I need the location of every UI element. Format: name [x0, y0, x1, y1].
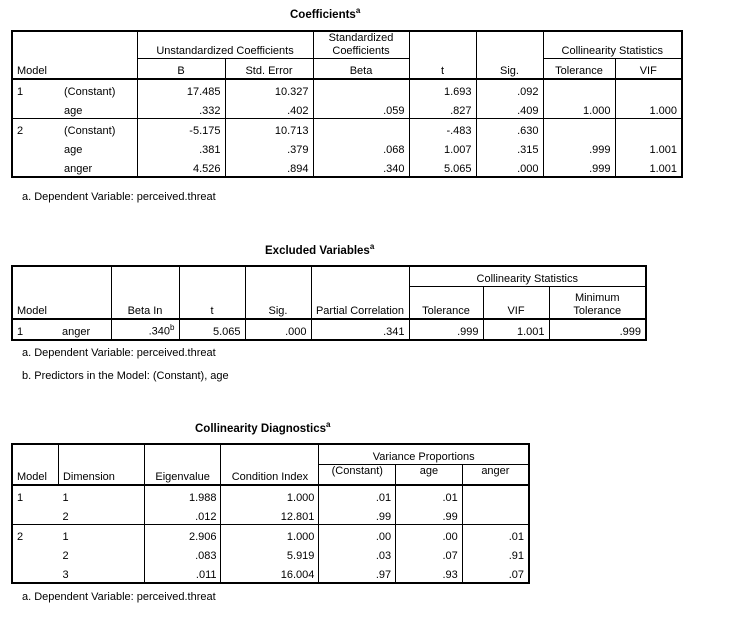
cell-beta [313, 79, 409, 99]
diag-header-dimension: Dimension [58, 444, 144, 485]
cell-constant: .03 [319, 544, 396, 563]
cell-label: anger [58, 319, 111, 340]
cell-tol [543, 79, 615, 99]
excl-header-tolerance: Tolerance [409, 287, 483, 319]
excl-header-collin: Collinearity Statistics [409, 266, 646, 287]
cell-eigenvalue: 2.906 [144, 525, 221, 545]
excluded-title [265, 242, 374, 257]
cell-beta: .059 [313, 99, 409, 119]
cell-age: .01 [396, 485, 463, 505]
cell-sig: .000 [476, 157, 543, 177]
coef-header-collin: Collinearity Statistics [543, 31, 682, 59]
cell-vif: 1.001 [615, 157, 682, 177]
cell-vif [615, 119, 682, 139]
diag-header-cond: Condition Index [221, 444, 319, 485]
diag-header-varprop: Variance Proportions [319, 444, 529, 465]
cell-cond: 16.004 [221, 563, 319, 583]
cell-eigenvalue: 1.988 [144, 485, 221, 505]
cell-t: -.483 [409, 119, 476, 139]
cell-cond: 5.919 [221, 544, 319, 563]
coef-header-t: t [409, 31, 476, 79]
table-row [12, 563, 529, 583]
cell-model: 1 [12, 319, 58, 340]
coef-header-unstd: Unstandardized Coefficients [137, 31, 313, 59]
cell-cond: 1.000 [221, 485, 319, 505]
cell-label: age [60, 99, 137, 119]
diag-header-age: age [396, 465, 463, 486]
cell-se: .894 [225, 157, 313, 177]
table-row [12, 505, 529, 525]
cell-label: (Constant) [60, 119, 137, 139]
cell-b: -5.175 [137, 119, 225, 139]
cell-model: 1 [12, 79, 60, 99]
cell-dimension: 2 [58, 505, 144, 525]
cell-se: .379 [225, 138, 313, 157]
cell-se: 10.713 [225, 119, 313, 139]
cell-tol: .999 [543, 157, 615, 177]
cell-model: 2 [12, 119, 60, 139]
cell-age: .93 [396, 563, 463, 583]
coef-header-sig: Sig. [476, 31, 543, 79]
cell-b: .381 [137, 138, 225, 157]
cell-tol: .999 [409, 319, 483, 340]
table-row [12, 544, 529, 563]
cell-dimension: 1 [58, 525, 144, 545]
cell-beta: .340 [313, 157, 409, 177]
excl-header-vif: VIF [483, 287, 549, 319]
cell-anger: .91 [462, 544, 529, 563]
cell-dimension: 1 [58, 485, 144, 505]
cell-anger [462, 485, 529, 505]
coef-header-beta: Beta [313, 59, 409, 80]
excluded-table [11, 265, 647, 341]
excluded-title-text: Excluded Variables [265, 244, 370, 257]
cell-cond: 12.801 [221, 505, 319, 525]
coefficients-title-text: Coefficients [290, 8, 356, 21]
excl-header-partial: Partial Correlation [311, 266, 409, 319]
diagnostics-footnote: a. Dependent Variable: perceived.threat [22, 591, 216, 603]
coef-header-b: B [137, 59, 225, 80]
cell-b: 4.526 [137, 157, 225, 177]
diagnostics-title-sup: a [326, 420, 331, 429]
cell-model [12, 138, 60, 157]
cell-cond: 1.000 [221, 525, 319, 545]
excluded-footnote-a: a. Dependent Variable: perceived.threat [22, 347, 216, 359]
table-row [12, 99, 682, 119]
cell-tol [543, 119, 615, 139]
cell-model [12, 99, 60, 119]
cell-tol: .999 [543, 138, 615, 157]
cell-beta-in-sup: b [170, 322, 175, 332]
cell-eigenvalue: .011 [144, 563, 221, 583]
coef-header-std: Standardized Coefficients [313, 31, 409, 59]
cell-b: 17.485 [137, 79, 225, 99]
cell-constant: .99 [319, 505, 396, 525]
cell-beta-in-value: .340 [148, 325, 171, 338]
diag-header-model: Model [12, 444, 58, 485]
excl-header-model: Model [12, 266, 111, 319]
table-row [12, 485, 529, 505]
diagnostics-title-text: Collinearity Diagnostics [195, 422, 327, 435]
cell-t: 5.065 [409, 157, 476, 177]
coef-header-model: Model [12, 31, 137, 79]
cell-model: 1 [12, 485, 58, 505]
coefficients-footnote: a. Dependent Variable: perceived.threat [22, 191, 216, 203]
cell-constant: .01 [319, 485, 396, 505]
cell-t: 5.065 [179, 319, 245, 340]
excluded-footnote-b: b. Predictors in the Model: (Constant), age [22, 370, 229, 382]
cell-beta: .068 [313, 138, 409, 157]
diag-header-constant: (Constant) [319, 465, 396, 486]
cell-dimension: 2 [58, 544, 144, 563]
cell-eigenvalue: .083 [144, 544, 221, 563]
cell-constant: .97 [319, 563, 396, 583]
cell-beta [313, 119, 409, 139]
cell-partial: .341 [311, 319, 409, 340]
cell-sig: .092 [476, 79, 543, 99]
coefficients-title-sup: a [355, 6, 361, 15]
cell-vif [615, 79, 682, 99]
cell-se: .402 [225, 99, 313, 119]
diag-header-eigenvalue: Eigenvalue [144, 444, 221, 485]
cell-t: 1.693 [409, 79, 476, 99]
cell-label: age [60, 138, 137, 157]
cell-age: .00 [396, 525, 463, 545]
cell-model [12, 544, 58, 563]
cell-label: (Constant) [60, 79, 137, 99]
cell-b: .332 [137, 99, 225, 119]
excl-header-t: t [179, 266, 245, 319]
table-row [12, 157, 682, 177]
table-row [12, 319, 646, 340]
cell-label: anger [60, 157, 137, 177]
excl-header-beta-in: Beta In [111, 266, 179, 319]
cell-min-tol: .999 [549, 319, 646, 340]
excl-header-sig: Sig. [245, 266, 311, 319]
table-row [12, 525, 529, 545]
cell-constant: .00 [319, 525, 396, 545]
diagnostics-title [195, 420, 330, 435]
excl-header-min-tol: Minimum Tolerance [549, 287, 646, 319]
cell-se: 10.327 [225, 79, 313, 99]
cell-t: 1.007 [409, 138, 476, 157]
coefficients-title [290, 6, 360, 21]
cell-eigenvalue: .012 [144, 505, 221, 525]
cell-age: .07 [396, 544, 463, 563]
cell-sig: .409 [476, 99, 543, 119]
cell-sig: .000 [245, 319, 311, 340]
coef-header-se: Std. Error [225, 59, 313, 80]
cell-anger: .07 [462, 563, 529, 583]
diag-header-anger: anger [462, 465, 529, 486]
cell-dimension: 3 [58, 563, 144, 583]
diagnostics-table [11, 443, 530, 584]
table-row [12, 79, 682, 99]
cell-model [12, 505, 58, 525]
cell-model: 2 [12, 525, 58, 545]
coef-header-vif: VIF [615, 59, 682, 80]
cell-sig: .315 [476, 138, 543, 157]
coef-header-tolerance: Tolerance [543, 59, 615, 80]
cell-sig: .630 [476, 119, 543, 139]
table-row [12, 138, 682, 157]
cell-tol: 1.000 [543, 99, 615, 119]
cell-anger [462, 505, 529, 525]
cell-vif: 1.001 [615, 138, 682, 157]
cell-age: .99 [396, 505, 463, 525]
cell-model [12, 563, 58, 583]
coefficients-table [11, 30, 683, 178]
table-row [12, 119, 682, 139]
cell-vif: 1.000 [615, 99, 682, 119]
cell-anger: .01 [462, 525, 529, 545]
cell-model [12, 157, 60, 177]
cell-beta-in [111, 319, 179, 340]
excluded-title-sup: a [369, 242, 375, 251]
cell-vif: 1.001 [483, 319, 549, 340]
cell-t: .827 [409, 99, 476, 119]
